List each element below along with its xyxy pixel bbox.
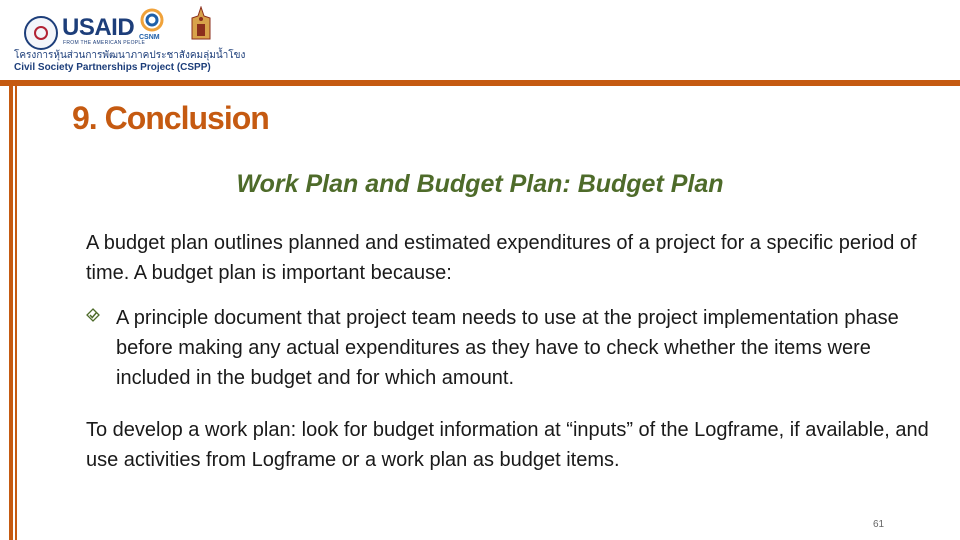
header-divider [0,80,960,86]
usaid-seal-icon [24,16,58,50]
intro-paragraph: A budget plan outlines planned and estimated expenditures of a project for a specific period of time. A budget plan is important because: [86,232,917,284]
csnm-logo-icon [140,8,164,32]
closing-paragraph: To develop a work plan: look for budget information at “inputs” of the Logframe, if available, and use activities from Logframe or a work plan as budget items. [86,419,929,471]
left-accent-bar-thin [15,86,17,540]
bullet-item: A principle document that project team needs to use at the project implementation phase before making any actual expenditures as they have to check whether the items were included in the budget and for which amount. [116,307,899,389]
usaid-logo [12,8,146,46]
usaid-wordmark: USAID [62,14,135,41]
left-accent-bar [9,86,13,540]
page-number: 61 [873,519,885,530]
project-name: Civil Society Partnerships Project (CSPP) [14,62,211,73]
csnm-logo [138,8,168,42]
checkmark-diamond-icon [86,308,100,322]
csnm-wordmark: CSNM [139,34,160,41]
temple-seal-icon [188,6,214,42]
project-name-thai: โครงการหุ้นส่วนการพัฒนาภาคประชาสังคมลุ่มน้ำโขง [14,50,246,61]
slide-title: 9. Conclusion [72,100,269,136]
usaid-tagline: FROM THE AMERICAN PEOPLE [63,40,146,46]
slide-subtitle: Work Plan and Budget Plan: Budget Plan [236,170,724,198]
